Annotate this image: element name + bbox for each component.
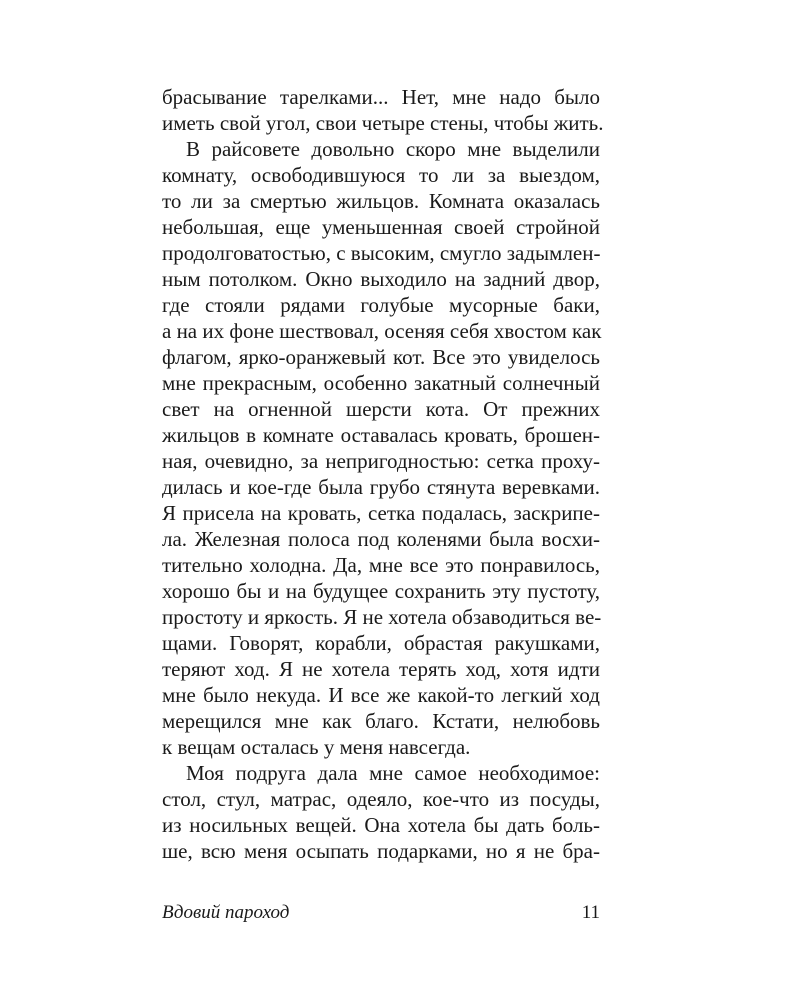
text-line: мне было некуда. И все же какой-то легкий ход bbox=[162, 683, 600, 707]
text-line: щами. Говорят, корабли, обрастая ракушками, bbox=[162, 631, 600, 655]
text-line: мне прекрасным, особенно закатный солнечный bbox=[162, 371, 600, 395]
text-line: стол, стул, матрас, одеяло, кое-что из посуды, bbox=[162, 787, 600, 811]
text-line: ла. Железная полоса под коленями была восхи- bbox=[162, 527, 600, 551]
text-line: мерещился мне как благо. Кстати, нелюбовь bbox=[162, 709, 600, 733]
text-line: а на их фоне шествовал, осеняя себя хвостом как bbox=[162, 319, 602, 343]
text-line: то ли за смертью жильцов. Комната оказалась bbox=[162, 189, 600, 213]
text-line: простоту и яркость. Я не хотела обзаводиться ве- bbox=[162, 605, 602, 629]
text-line: ная, очевидно, за непригодностью: сетка проху- bbox=[162, 449, 600, 473]
running-footer-title: Вдовий пароход bbox=[162, 902, 290, 923]
body-text bbox=[162, 84, 604, 864]
text-line: ным потолком. Окно выходило на задний двор, bbox=[162, 267, 600, 291]
text-line: В райсовете довольно скоро мне выделили bbox=[186, 137, 600, 161]
text-line: небольшая, еще уменьшенная своей стройной bbox=[162, 215, 600, 239]
text-line: продолговатостью, с высоким, смугло задымлен- bbox=[162, 241, 601, 265]
text-line: комнату, освободившуюся то ли за выездом, bbox=[162, 163, 600, 187]
text-line: дилась и кое-где была грубо стянута веревками. bbox=[162, 475, 600, 499]
text-line: ше, всю меня осыпать подарками, но я не бра- bbox=[162, 839, 600, 863]
text-line: иметь свой угол, свои четыре стены, чтобы жить. bbox=[162, 111, 604, 135]
text-line: где стояли рядами голубые мусорные баки, bbox=[162, 293, 600, 317]
text-line: теряют ход. Я не хотела терять ход, хотя идти bbox=[162, 657, 600, 681]
text-line: брасывание тарелками... Нет, мне надо было bbox=[162, 85, 600, 109]
text-line: Я присела на кровать, сетка подалась, заскрипе- bbox=[162, 501, 600, 525]
text-line: к вещам осталась у меня навсегда. bbox=[162, 735, 471, 759]
text-line: из носильных вещей. Она хотела бы дать боль- bbox=[162, 813, 600, 837]
page-number: 11 bbox=[581, 902, 600, 923]
text-line: свет на огненной шерсти кота. От прежних bbox=[162, 397, 600, 421]
text-line: хорошо бы и на будущее сохранить эту пустоту, bbox=[162, 579, 600, 603]
text-line: Моя подруга дала мне самое необходимое: bbox=[186, 761, 600, 785]
text-line: тительно холодна. Да, мне все это понравилось, bbox=[162, 553, 600, 577]
text-line: жильцов в комнате оставалась кровать, брошен- bbox=[162, 423, 600, 447]
text-line: флагом, ярко-оранжевый кот. Все это увиделось bbox=[162, 345, 600, 369]
